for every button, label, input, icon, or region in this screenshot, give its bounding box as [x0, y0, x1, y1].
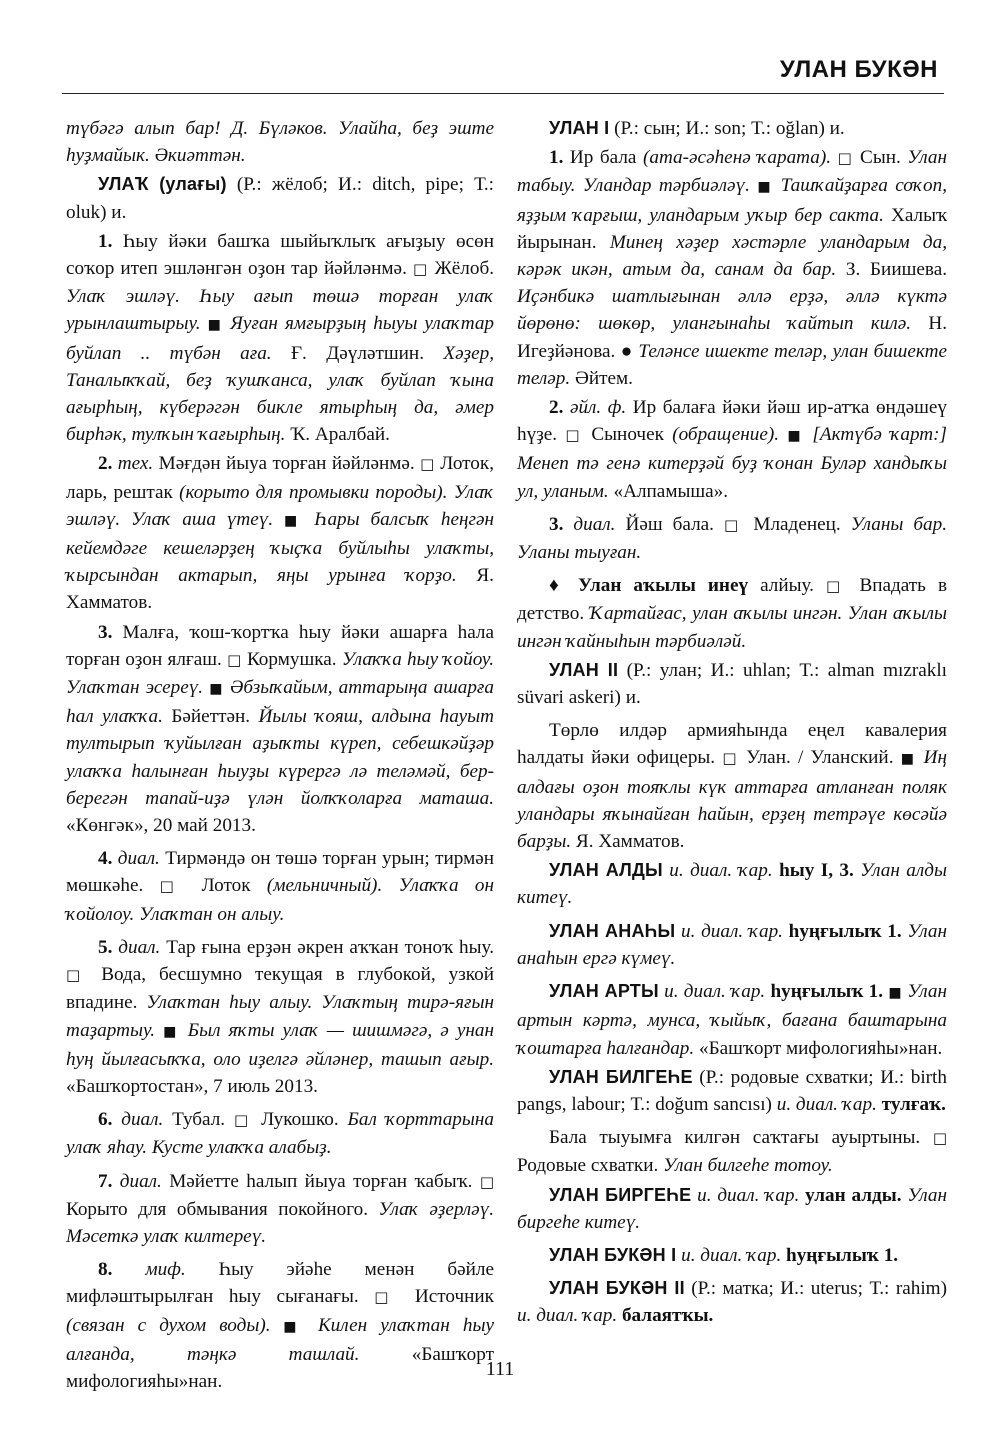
example-icon: ■ [207, 317, 224, 334]
entry-ulan-buken-1: УЛАН БУКӘН I и. диал. ҡар. һуңғылыҡ 1. [549, 1244, 899, 1266]
sense-1: 1. Һыу йәки башҡа шыйыҡлыҡ ағыҙыу өсөн соҡор итеп эшләнгән оҙон тар йәйләнмә. □ Жёлоб. Улаҡ эшләү. Һыу ағып төшә торған улаҡ урынлаштырыу. ■ Яуған ямғырҙың һыуы улаҡтар буйлап .. түбән аға. Ғ. Дәүләтшин. Хәҙер, Таналыҡҡай, беҙ ҡушҡанса, улаҡ буйлап ҡына ағырһың, күберәгән бикле ятырһың да, әмер бирһәк, тулҡын ҡағырһың. Ҡ. Аралбай. [66, 230, 495, 446]
example-icon: ■ [209, 681, 224, 698]
example-icon: ■ [270, 1318, 305, 1335]
idiom-diamond-icon: ♦ [549, 575, 567, 597]
translation-icon: □ [374, 1288, 400, 1307]
sense-3: 3. диал. Йәш бала. □ Младенец. Уланы бар. Уланы тыуған. [517, 513, 948, 564]
entry-continuation: түбәгә алып бар! Д. Бүләков. Улайһа, беҙ эште һуҙмайык. Әкиәттән. [66, 118, 494, 167]
sense-6: 6. диал. Тубал. □ Лукошко. Бал ҡорттарына улаҡ яһау. Кусте улаҡҡа алабыҙ. [66, 1109, 494, 1159]
translation-icon: □ [565, 426, 584, 445]
translation-icon: □ [233, 1111, 253, 1130]
sense-8: 8. миф. Һыу эйәһе менән бәйле мифләштырылған һыу сығанағы. □ Источник (связан с духом воды). ■ Килен улаҡтан һыу алғанда, тәңкә ташлай. «Башҡорт мифологияһы»нан. [66, 1259, 495, 1392]
left-column [66, 115, 494, 1397]
sense-ulan-2: Төрлө илдәр армияһында еңел кавалерия һалдаты йәки офицеры. □ Улан. / Уланский. ■ Иң алдағы оҙон тояҡлы күк аттарға атланған поляк уландары яҡынайған һайын, ерҙең тетрәүе көсәйә барҙы. Я. Хамматов. [517, 720, 948, 853]
sense-3: 3. Малға, ҡош-ҡортҡа һыу йәки ашарға һала торған оҙон ялғаш. □ Кормушка. Улаҡҡа һыу ҡойоу. Улаҡтан эсереү. ■ Әбзыҡайым, аттарыңа ашарға һал улаҡҡа. Бәйеттән. Йылы ҡояш, алдына һауыт тултырып ҡуйылған аҙыҡты күреп, себешкәйҙәр улаҡҡа һалынған һыуҙы күрергә лә теләмәй, бер-берегән тапай-иҙә үлән йолҡҡоларға маташа. «Көнгәк», 20 май 2013. [66, 621, 495, 837]
translation-icon: □ [826, 577, 848, 596]
right-column [517, 115, 947, 1332]
entry-ulan-arty: УЛАН АРТЫ и. диал. ҡар. һуңғылыҡ 1. ■ Улан артын кәртә, мунса, ҡыйыҡ, бағана баштарына ҡоштарға һалғандар. «Башҡорт мифологияһы»нан. [517, 981, 947, 1059]
entry-ulan-1: УЛАН I (Р.: сын; И.: son; Т.: oğlan) и. [549, 118, 845, 139]
sense-2: 2. тех. Мәғдән йыуа торған йәйләнмә. □ Лоток, ларь, рештак (корыто для промывки породы). Улаҡ эшләү. Улаҡ аша үтеү. ■ Һары балсыҡ һеңгән кейемдәге кешеләрҙең ҡыҫҡа буйлыһы улаҡты, ҡырсындан актарып, яңы урынға ҡорҙо. Я. Хамматов. [66, 453, 495, 614]
page-number: 111 [485, 1358, 515, 1380]
sense-5: 5. диал. Тар ғына ерҙән әкрен аҡҡан тоноҡ һыу. □ Вода, бесшумно текущая в глубокой, узкой впадине. Улаҡтан һыу алыу. Улаҡтың тирә-яғын таҙартыу. ■ Был яҡты улаҡ — шишмәгә, ә унан һуң йылғасыҡҡа, оло иҙелгә әйләнер, ташып ағыр. «Башҡортостан», 7 июль 2013. [66, 936, 495, 1097]
translation-icon: □ [412, 260, 429, 279]
proverb-bullet-icon: ● [620, 340, 633, 362]
translation-icon: □ [722, 749, 739, 768]
sense-1: 1. Ир бала (ата-әсәһенә ҡарата). □ Сын. Улан табыу. Уландар тәрбиәләү. ■ Ташҡайҙарға соҡоп, яҙҙым ҡарғыш, уландарым уҡыр бер сакта. Халыҡ йырынан. Минең хәҙер хәстәрле уландарым да, кәрәк икән, атым да, санам да бар. З. Биишева. Иҫәнбикә шатлығынан әллә ерҙә, әллә күктә йөрөнө: шөкөр, улангынаһы ҡайтып килә. Н. Игеҙйәнова. ● Теләнсе ишекте теләр, улан бишекте теләр. Әйтем. [517, 147, 948, 389]
entry-ulak: УЛАҠ (улағы) (Р.: жёлоб; И.: ditch, pipe; Т.: oluk) и. [66, 174, 494, 223]
header-rule [62, 93, 944, 94]
sense-2: 2. әйл. ф. Ир балаға йәки йәш ир-атҡа өндәшеү һүҙе. □ Сыночек (обращение). ■ [Актүбә ҡарт:] Менеп тә генә китерҙәй буҙ ҡонан Буләр хандыҡы ул, уланым. «Алпамыша». [517, 397, 947, 502]
example-icon: ■ [163, 1023, 180, 1040]
translation-icon: □ [227, 650, 242, 669]
example-icon: ■ [284, 512, 304, 529]
translation-icon: □ [837, 149, 854, 168]
idiom-ulan-akyly: ♦ Улан аҡылы инеү алйыу. □ Впадать в детство. Ҡартайғас, улан аҡылы ингән. Улан аҡылы ингән ҡайныһын тәрбиәләй. [517, 575, 948, 652]
running-head: УЛАН БУКӘН [779, 56, 938, 83]
example-icon: ■ [888, 985, 903, 1002]
example-icon: ■ [757, 179, 774, 196]
translation-icon: □ [420, 455, 435, 474]
translation-icon: □ [479, 1172, 494, 1191]
entry-ulan-2: УЛАН II (Р.: улан; И.: uhlan; Т.: alman mızraklı süvari askeri) и. [517, 659, 947, 709]
translation-icon: □ [66, 966, 89, 985]
entry-ulan-buken-2: УЛАН БУКӘН II (Р.: матка; И.: uterus; Т.: rahim) и. диал. ҡар. балаятҡы. [517, 1278, 947, 1327]
translation-icon: □ [724, 515, 744, 534]
sense-7: 7. диал. Мәйетте һалып йыуа торған ҡабыҡ. □ Корыто для обмывания покойного. Улаҡ әҙерләү. Мәсеткә улаҡ килтереү. [66, 1170, 494, 1247]
translation-icon: □ [159, 877, 186, 896]
example-icon: ■ [787, 428, 805, 445]
sense-4: 4. диал. Тирмәндә он төшә торған урын; тирмән мөшкәһе. □ Лоток (мельничный). Улаҡҡа он ҡойолоу. Улаҡтан он алыу. [66, 848, 494, 925]
translation-icon: □ [932, 1129, 947, 1148]
entry-ulan-anahy: УЛАН АНАҺЫ и. диал. ҡар. һуңғылыҡ 1. Улан анаһын ергә күмеү. [517, 920, 947, 969]
entry-ulan-bilgehe: УЛАН БИЛГЕҺЕ (Р.: родовые схватки; И.: birth pangs, labour; Т.: doğum sancısı) и. диал. ҡар. тулғаҡ. [517, 1066, 947, 1115]
example-icon: ■ [900, 751, 917, 768]
entry-ulan-aldy: УЛАН АЛДЫ и. диал. ҡар. һыу I, 3. Улан алды китеү. [517, 860, 947, 909]
sense-ulan-bilgehe: Бала тыуымға килгән саҡтағы ауыртыны. □ Родовые схватки. Улан билгеһе тотоу. [517, 1127, 947, 1177]
entry-ulan-birgehe: УЛАН БИРГЕҺЕ и. диал. ҡар. улан алды. Улан биргеһе китеү. [517, 1184, 948, 1233]
